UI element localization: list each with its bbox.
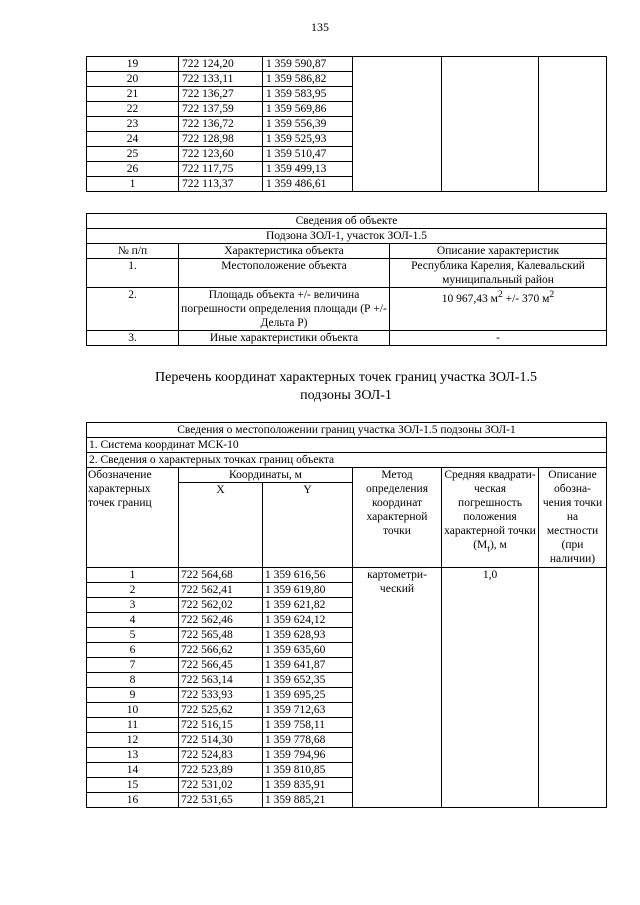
coord-y: 1 359 621,82 [263, 598, 353, 613]
row-description: Республика Карелия, Калевальский муниципальный район [390, 259, 607, 288]
header-error-text: Средняя квадрати-ческая погрешность положения характерной точки (М [444, 469, 536, 551]
object-info-table [86, 213, 607, 346]
header-error-unit: ), м [489, 539, 507, 551]
coord-y: 1 359 486,61 [263, 177, 353, 192]
coordinate-system-row: 1. Система координат МСК-10 [87, 438, 607, 453]
coord-x: 722 566,62 [179, 643, 263, 658]
coord-x: 722 565,48 [179, 628, 263, 643]
boundary-coordinates-table [86, 422, 607, 808]
point-number: 1 [87, 177, 179, 192]
coord-y: 1 359 635,60 [263, 643, 353, 658]
point-number: 19 [87, 57, 179, 72]
coord-y: 1 359 556,39 [263, 117, 353, 132]
coord-x: 722 117,75 [179, 162, 263, 177]
header-characteristic: Характеристика объекта [179, 244, 390, 259]
table-row [87, 568, 607, 583]
coord-y: 1 359 619,80 [263, 583, 353, 598]
object-info-subtitle: Подзона ЗОЛ-1, участок ЗОЛ-1.5 [87, 229, 607, 244]
point-number: 26 [87, 162, 179, 177]
point-number: 6 [87, 643, 179, 658]
coord-x: 722 516,15 [179, 718, 263, 733]
row-num: 2. [87, 288, 179, 331]
header-designation: Обозначение характерных точек границ [87, 468, 179, 568]
coord-y: 1 359 616,56 [263, 568, 353, 583]
point-number: 4 [87, 613, 179, 628]
coord-x: 722 113,37 [179, 177, 263, 192]
coord-x: 722 525,62 [179, 703, 263, 718]
point-number: 5 [87, 628, 179, 643]
header-coordinates: Координаты, м [179, 468, 353, 483]
point-number: 11 [87, 718, 179, 733]
coord-y: 1 359 628,93 [263, 628, 353, 643]
header-y: Y [263, 483, 353, 568]
coord-x: 722 563,14 [179, 673, 263, 688]
point-number: 16 [87, 793, 179, 808]
row-characteristic: Местоположение объекта [179, 259, 390, 288]
heading-line-1: Перечень координат характерных точек границ участка ЗОЛ-1.5 [155, 370, 537, 385]
coord-x: 722 562,46 [179, 613, 263, 628]
tolerance-unit-sup: 2 [549, 289, 555, 300]
coord-y: 1 359 583,95 [263, 87, 353, 102]
point-number: 12 [87, 733, 179, 748]
point-number: 22 [87, 102, 179, 117]
coord-y: 1 359 652,35 [263, 673, 353, 688]
point-number: 10 [87, 703, 179, 718]
object-info-title: Сведения об объекте [87, 214, 607, 229]
point-number: 9 [87, 688, 179, 703]
coord-y: 1 359 624,12 [263, 613, 353, 628]
point-number: 21 [87, 87, 179, 102]
header-x: X [179, 483, 263, 568]
coord-x: 722 523,89 [179, 763, 263, 778]
section-heading [86, 369, 606, 405]
method-value: картометри-ческий [353, 568, 442, 808]
empty-description-cell [539, 57, 607, 192]
coord-y: 1 359 778,68 [263, 733, 353, 748]
point-number: 13 [87, 748, 179, 763]
point-number: 23 [87, 117, 179, 132]
coord-y: 1 359 499,13 [263, 162, 353, 177]
point-number: 15 [87, 778, 179, 793]
row-description: - [390, 331, 607, 346]
empty-description-cell [539, 568, 607, 808]
coord-x: 722 128,98 [179, 132, 263, 147]
row-characteristic: Площадь объекта +/- величина погрешности определения площади (Р +/- Дельта Р) [179, 288, 390, 331]
coord-x: 722 533,93 [179, 688, 263, 703]
empty-method-cell [353, 57, 442, 192]
coord-x: 722 524,83 [179, 748, 263, 763]
header-point-description: Описание обозна-чения точки на местности (при наличии) [539, 468, 607, 568]
coord-y: 1 359 712,63 [263, 703, 353, 718]
coord-y: 1 359 641,87 [263, 658, 353, 673]
coord-x: 722 564,68 [179, 568, 263, 583]
header-error-sub: t [487, 543, 490, 555]
area-value: 10 967,43 м [441, 292, 498, 305]
coord-y: 1 359 590,87 [263, 57, 353, 72]
coord-y: 1 359 810,85 [263, 763, 353, 778]
boundary-points-section-row: 2. Сведения о характерных точках границ объекта [87, 453, 607, 468]
area-tolerance: +/- 370 м [502, 292, 550, 305]
coord-y: 1 359 758,11 [263, 718, 353, 733]
point-number: 8 [87, 673, 179, 688]
point-number: 3 [87, 598, 179, 613]
table-row [87, 57, 607, 72]
heading-line-2: подзоны ЗОЛ-1 [300, 388, 392, 403]
row-num: 1. [87, 259, 179, 288]
coord-x: 722 123,60 [179, 147, 263, 162]
coord-x: 722 531,02 [179, 778, 263, 793]
coord-x: 722 562,41 [179, 583, 263, 598]
header-description: Описание характеристик [390, 244, 607, 259]
coord-x: 722 136,27 [179, 87, 263, 102]
area-unit-sup: 2 [497, 289, 503, 300]
header-error [442, 468, 539, 568]
point-number: 2 [87, 583, 179, 598]
coord-x: 722 136,72 [179, 117, 263, 132]
row-description [390, 288, 607, 331]
coord-x: 722 137,59 [179, 102, 263, 117]
coord-x: 722 124,20 [179, 57, 263, 72]
row-num: 3. [87, 331, 179, 346]
point-number: 14 [87, 763, 179, 778]
page-number: 135 [311, 20, 329, 34]
coord-x: 722 562,02 [179, 598, 263, 613]
coord-y: 1 359 525,93 [263, 132, 353, 147]
coord-x: 722 531,65 [179, 793, 263, 808]
coordinates-continuation-table [86, 56, 607, 192]
coord-x: 722 133,11 [179, 72, 263, 87]
header-method: Метод определения координат характерной точки [353, 468, 442, 568]
coord-y: 1 359 835,91 [263, 778, 353, 793]
point-number: 25 [87, 147, 179, 162]
coord-y: 1 359 794,96 [263, 748, 353, 763]
boundary-table-title: Сведения о местоположении границ участка ЗОЛ-1.5 подзоны ЗОЛ-1 [87, 423, 607, 438]
coord-y: 1 359 695,25 [263, 688, 353, 703]
coord-y: 1 359 569,86 [263, 102, 353, 117]
point-number: 24 [87, 132, 179, 147]
point-number: 1 [87, 568, 179, 583]
header-num: № п/п [87, 244, 179, 259]
coord-y: 1 359 510,47 [263, 147, 353, 162]
point-number: 7 [87, 658, 179, 673]
row-characteristic: Иные характеристики объекта [179, 331, 390, 346]
coord-y: 1 359 586,82 [263, 72, 353, 87]
coord-x: 722 566,45 [179, 658, 263, 673]
point-number: 20 [87, 72, 179, 87]
coord-x: 722 514,30 [179, 733, 263, 748]
empty-error-cell [442, 57, 539, 192]
error-value: 1,0 [442, 568, 539, 808]
coord-y: 1 359 885,21 [263, 793, 353, 808]
